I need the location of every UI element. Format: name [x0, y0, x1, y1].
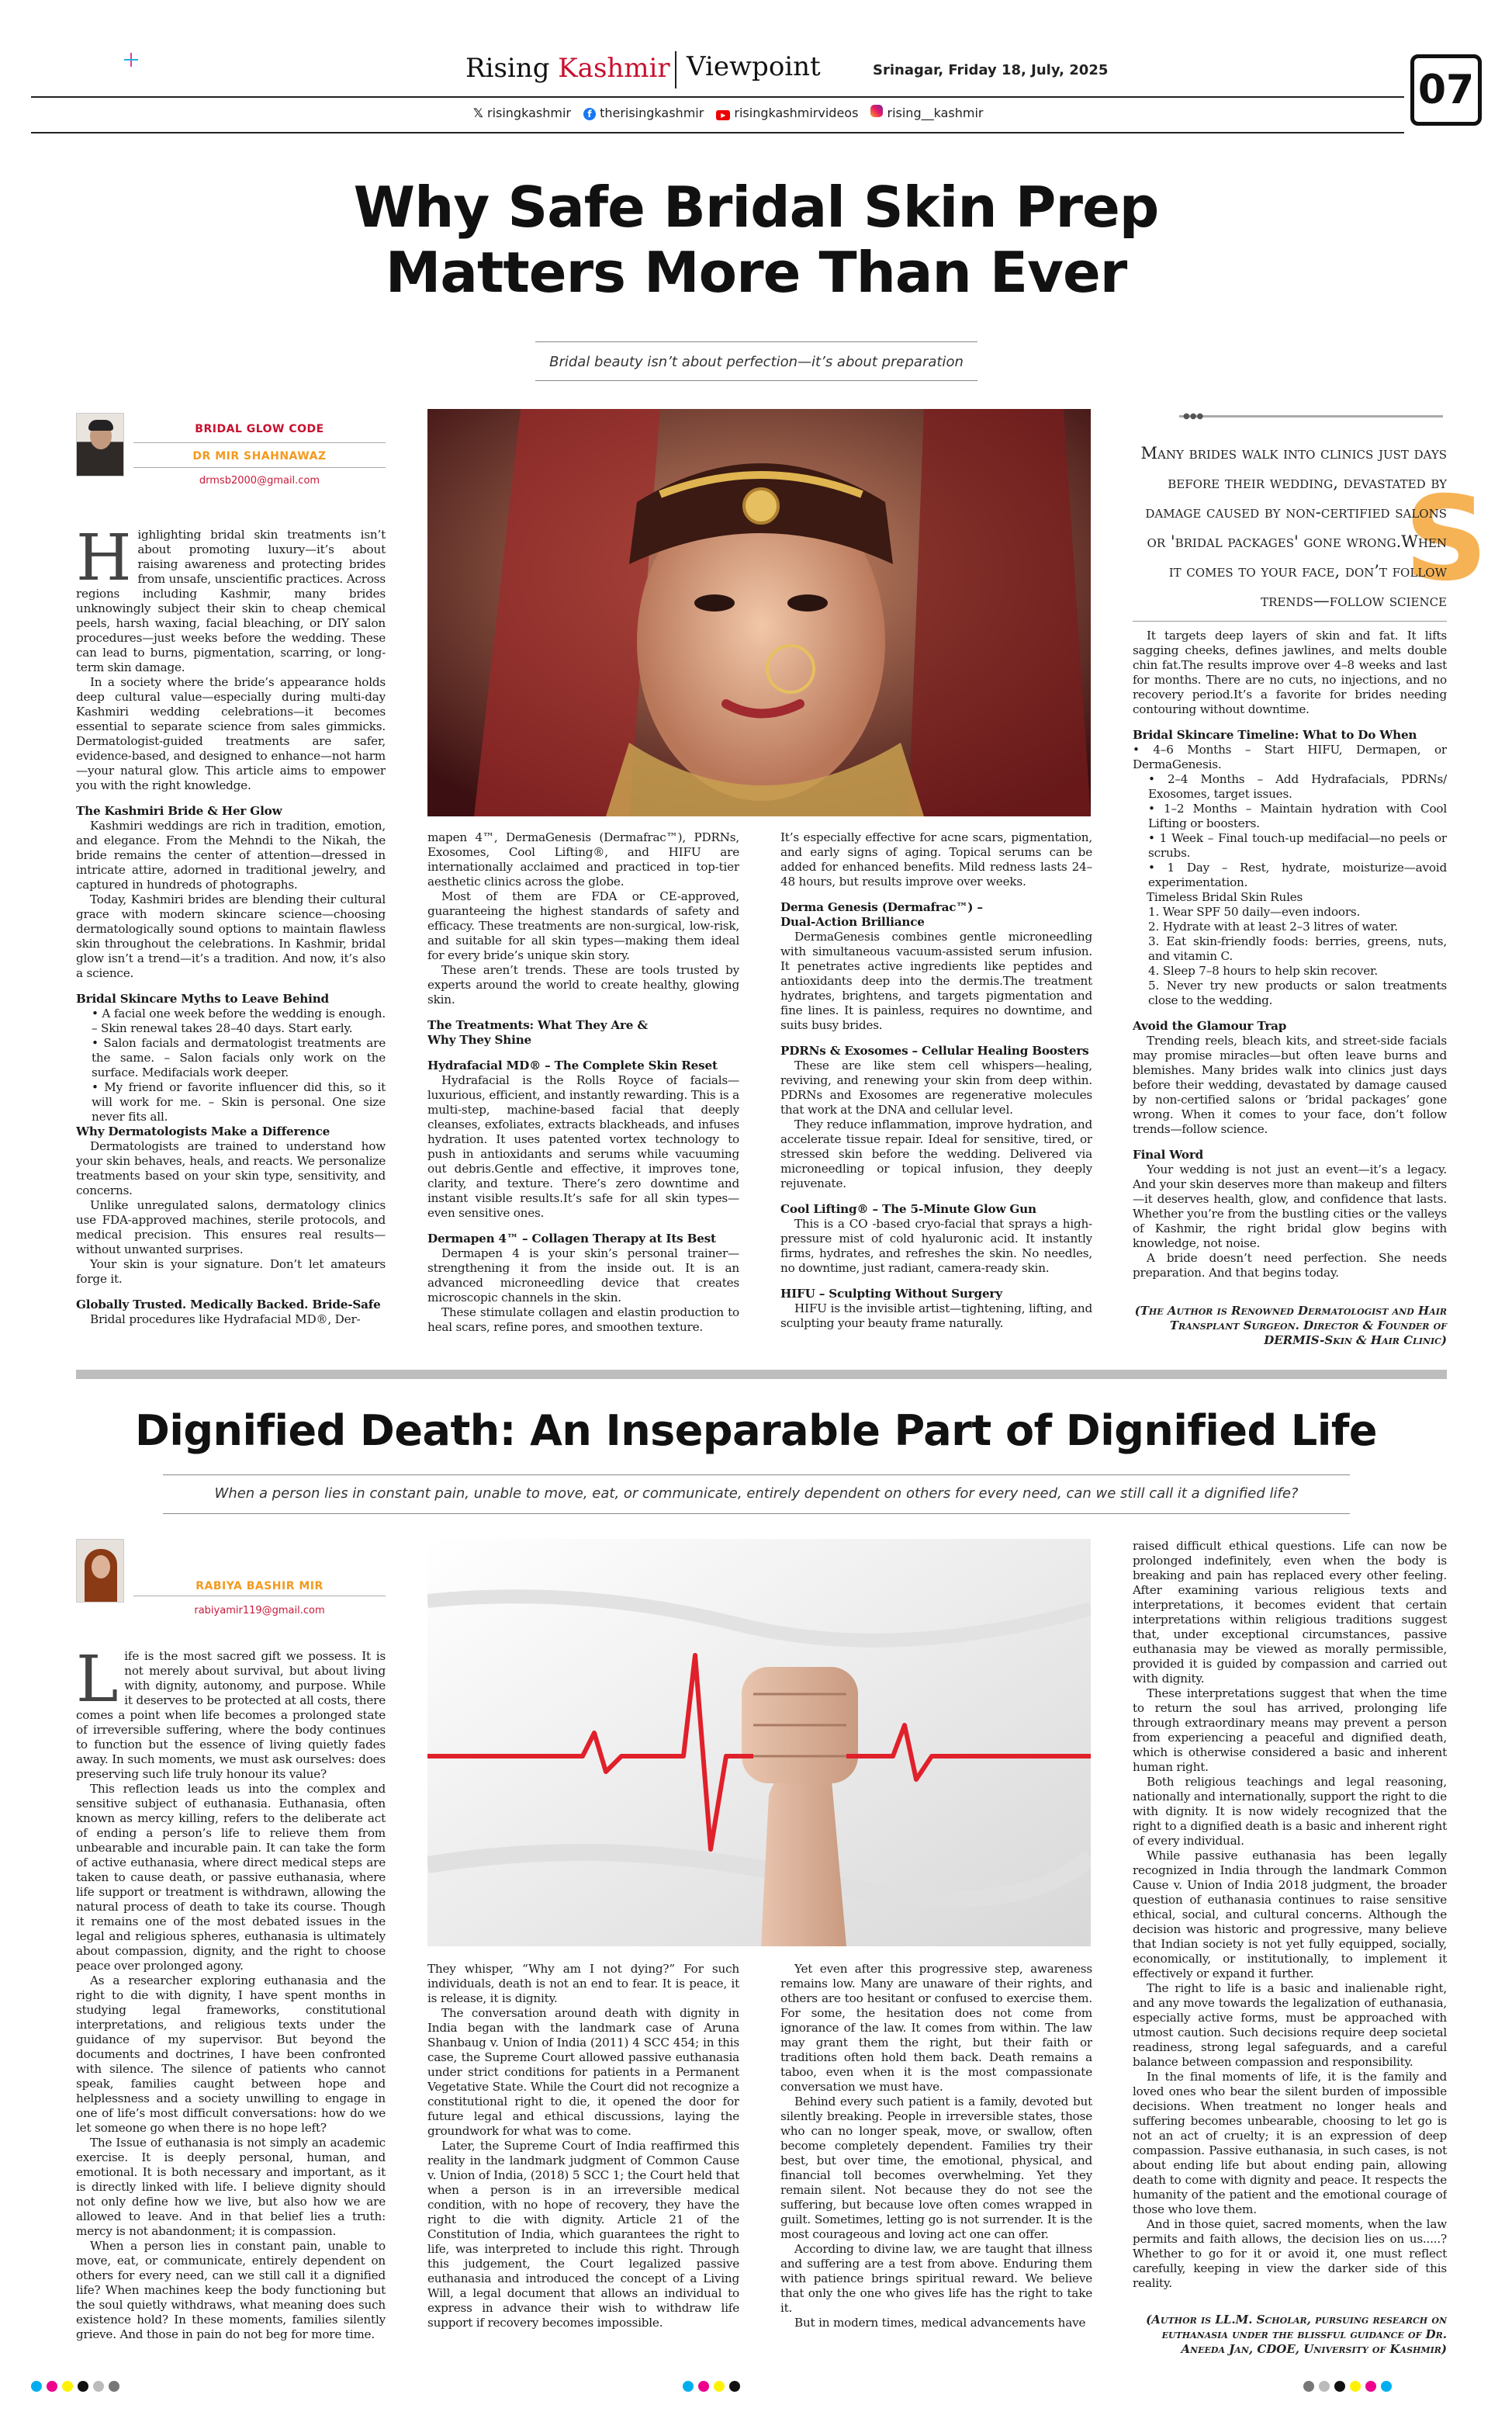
subheading: The Treatments: What They Are &	[427, 1018, 648, 1032]
author-credit: (The Author is Renowned Dermatologist and Hair Transplant Surgeon. Director & Founder of DERMIS-Skin & Hair Clinic)	[1134, 1304, 1447, 1347]
subheading: Final Word	[1133, 1148, 1204, 1162]
subheading: Dermapen 4™ – Collagen Therapy at Its Best	[427, 1232, 716, 1246]
brand-rising: Rising	[465, 53, 550, 84]
article1-column-3: It’s especially effective for acne scars, pigmentation, and early signs of aging. Topical serums can be added for enhanced benefits. Mild redness lasts 24–48 hours, but results improve over weeks. Derma Genesis (Dermafrac™) – Dual-Action Brilliance DermaGenesis combines gentle microneedling with simultaneous vacuum-assisted serum infusion. It penetrates active ingredients like peptides and antioxidants deep into the dermis.The treatment hydrates, brightens, and targets pigmentation and fine lines. It is painless, requires no downtime, and suits busy brides. PDRNs & Exosomes – Cellular Healing Boosters These are like stem cell whispers—healing, reviving, and renewing your skin from deep within. PDRNs and Exosomes are regenerative molecules that work at the DNA and cellular level. They reduce inflammation, improve hydration, and accelerate tissue repair. Ideal for sensitive, tired, or stressed skin before the wedding. Delivered via microneedling or topical infusion, they deeply rejuvenate. Cool Lifting® – The 5-Minute Glow Gun This is a CO -based cryo-facial that sprays a high-pressure mist of cold hyaluronic acid. It instantly firms, hydrates, and refreshes the skin. No needles, no downtime, just radiant, camera-ready skin. HIFU – Sculpting Without Surgery HIFU is the invisible artist—tightening, lifting, and sculpting your beauty frame naturally.	[780, 830, 1092, 1330]
subheading: PDRNs & Exosomes – Cellular Healing Boosters	[780, 1044, 1089, 1058]
x-icon: 𝕏	[473, 105, 483, 120]
subheading: Bridal Skincare Myths to Leave Behind	[76, 992, 329, 1006]
article1-column-4: It targets deep layers of skin and fat. It lifts sagging cheeks, defines jawlines, and melts double chin fat.The results improve over 4–8 weeks and last for months. There are no cuts, no injections, and no recovery period.It’s a favorite for brides needing contouring without downtime. Bridal Skincare Timeline: What to Do When • 4–6 Months – Start HIFU, Dermapen, or DermaGenesis. • 2–4 Months – Add Hydrafacials, PDRNs/ Exosomes, target issues. • 1–2 Months – Maintain hydration with Cool Lifting or boosters. • 1 Week – Final touch-up medifacial—no peels or scrubs. • 1 Day – Rest, hydrate, moisturize—avoid experimentation. Timeless Bridal Skin Rules 1. Wear SPF 50 daily—even indoors. 2. Hydrate with at least 2–3 litres of water. 3. Eat skin-friendly foods: berries, greens, nuts, and vitamin C. 4. Sleep 7–8 hours to help skin recover. 5. Never try new products or salon treatments close to the wedding. Avoid the Glamour Trap Trending reels, bleach kits, and street-side facials may promise miracles—but often leave burns and blemishes. Many brides walk into clinics just days before their wedding, devastated by damage caused by non-certified salons or ‘bridal packages’ gone wrong. When it comes to your face, don’t follow trends—follow science. Final Word Your wedding is not just an event—it’s a legacy. And your skin deserves more than makeup and filters—it deserves health, glow, and confidence that lasts. Whether you’re from the bustling cities or the valleys of Kashmir, the right bridal glow begins with knowledge, not noise. A bride doesn’t need perfection. She needs preparation. And that begins today.	[1133, 629, 1447, 1280]
subheading: Dual-Action Brilliance	[780, 915, 925, 929]
subheading: The Kashmiri Bride & Her Glow	[76, 804, 282, 818]
social-x[interactable]: 𝕏 risingkashmir	[473, 105, 571, 120]
pullquote-rule-top	[1179, 415, 1443, 418]
author-name: DR MIR SHAHNAWAZ	[192, 450, 327, 463]
instagram-icon	[870, 105, 883, 117]
social-bar	[473, 105, 983, 120]
bride-illustration	[427, 409, 1091, 816]
page-number-box	[1410, 54, 1482, 126]
subheading: Why Dermatologists Make a Difference	[76, 1124, 330, 1138]
facebook-icon: f	[583, 108, 596, 120]
subheading: Hydrafacial MD® – The Complete Skin Reset	[427, 1059, 718, 1072]
article2-column-1: Life is the most sacred gift we possess. It is not merely about survival, but about living with dignity, autonomy, and purpose. While it deserves to be protected at all costs, there comes a point when life becomes a prolonged state of irreversible suffering, where the body continues to function but the essence of living quietly fades away. In such moments, we must ask ourselves: does preserving such life truly honour its value? This reflection leads us into the complex and sensitive subject of euthanasia. Euthanasia, often known as mercy killing, refers to the deliberate act of ending a person’s life to relieve them from unbearable and incurable pain. It can take the form of active euthanasia, where direct medical steps are taken to cause death, or passive euthanasia, where life support or treatment is withdrawn, allowing the natural process of death to take its course. Though it remains one of the most debated issues in the legal and religious spheres, euthanasia is ultimately about compassion, dignity, and the right to choose peace over prolonged agony. As a researcher exploring euthanasia and the right to die with dignity, I have spent months in studying legal frameworks, constitutional interpretations, and religious texts under the guidance of my supervisor. But beyond the documents and doctrines, I have been confronted with silence. The silence of patients who cannot speak, families caught between hope and helplessness and a society unwilling to engage in one of life’s most difficult conversations: how do we let someone go when there is no hope left? The Issue of euthanasia is not simply an academic exercise. It is deeply personal, human, and emotional. It is both necessary and important, as it is directly linked with life. I believe dignity should not only define how we live, but also how we are allowed to leave. And in that belief lies a truth: mercy is not abandonment; it is compassion. When a person lies in constant pain, unable to move, eat, or communicate, entirely dependent on others for every need, can we still call it a dignified life? When machines keep the body functioning but the soul quietly withdraws, what meaning does such existence hold? In these moments, families silently grieve. And those in pain do not beg for more time.	[76, 1649, 386, 2341]
author-email[interactable]: rabiyamir119@gmail.com	[194, 1605, 325, 1616]
pullquote: Many brides walk into clinics just days before their wedding, devastated by damage caused by non-certified salons or 'bridal packages' gone wrong.When it comes to your face, don’t follow trends—follow science	[1140, 444, 1447, 610]
drop-cap: H	[76, 528, 132, 595]
print-color-bar-left	[31, 2379, 225, 2394]
social-instagram[interactable]: rising__kashmir	[870, 105, 983, 120]
heartbeat-fist-photo	[427, 1539, 1091, 1946]
subheading: Avoid the Glamour Trap	[1133, 1019, 1287, 1033]
article2-headline: Dignified Death: An Inseparable Part of Dignified Life	[135, 1406, 1377, 1455]
article1-tagline-rule-bottom	[535, 380, 977, 381]
article1-headline-line1: Why Safe Bridal Skin Prep	[353, 175, 1159, 240]
masthead	[31, 47, 1482, 136]
article2-tagline-rule-top	[163, 1474, 1350, 1475]
heartbeat-illustration	[427, 1539, 1091, 1946]
article1-headline-line2: Matters More Than Ever	[385, 240, 1127, 305]
header-rule	[31, 96, 1404, 98]
author-avatar	[76, 413, 124, 476]
print-color-bar-center	[683, 2379, 838, 2394]
article1-column-2: mapen 4™, DermaGenesis (Dermafrac™), PDRNs, Exosomes, Cool Lifting®, and HIFU are internationally acclaimed and practiced in top-tier aesthetic clinics across the globe. Most of them are FDA or CE-approved, guaranteeing the highest standards of safety and efficacy. These treatments are non-surgical, low-risk, and suitable for all skin types—making them ideal for every bride’s unique skin story. These aren’t trends. These are tools trusted by experts around the world to create healthy, glowing skin. The Treatments: What They Are & Why They Shine Hydrafacial MD® – The Complete Skin Reset Hydrafacial is the Rolls Royce of facials—luxurious, efficient, and instantly rewarding. This is a multi-step, machine-based facial that deeply cleanses, exfoliates, extracts blackheads, and infuses hydration. It uses patented vortex technology to push in antioxidants and serums while vacuuming out debris.Gentle and effective, it improves tone, clarity, and texture. There’s zero downtime and instant visible results.It’s safe for all skin types—even sensitive ones. Dermapen 4™ – Collagen Therapy at Its Best Dermapen 4 is your skin’s personal trainer—strengthening it from the inside out. It is an advanced microneedling device that creates microscopic channels in the skin. These stimulate collagen and elastin production to heal scars, refine pores, and smoothen texture.	[427, 830, 739, 1334]
article2-column-4: raised difficult ethical questions. Life can now be prolonged indefinitely, even when the body is breaking and pain has replaced every other feeling. After examining various religious texts and interpretations, it becomes evident that certain interpretations within religious traditions suggest that, under exceptional circumstances, passive euthanasia may be viewed as morally permissible, provided it is guided by compassion and carried out with dignity. These interpretations suggest that when the time to return the soul has arrived, prolonging life through extraordinary means may prevent a person from experiencing a peaceful and dignified death, which is otherwise considered a basic and inherent human right. Both religious teachings and legal reasoning, nationally and internationally, support the right to die with dignity. It is now widely recognized that the right to a dignified death is a basic and inherent right of every individual. While passive euthanasia has been legally recognized in India through the landmark Common Cause v. Union of India 2018 judgment, the broader question of euthanasia continues to raise sensitive ethical, social, and cultural concerns. Although the decision was historic and progressive, many believe that Indian society is not yet fully equipped, socially, economically, or institutionally, to implement it effectively or expand it further. The right to life is a basic and inalienable right, and any move towards the legalization of euthanasia, especially active forms, must be approached with utmost caution. Such decisions require deep societal readiness, strong legal safeguards, and a careful balance between compassion and responsibility. In the final moments of life, it is the family and loved ones who bear the silent burden of impossible decisions. When treatment no longer heals and suffering becomes unbearable, choosing to let go is not an act of cruelty; it is an expression of deep compassion. Passive euthanasia, in such cases, is not about ending life but about ending pain, allowing death to come with dignity and peace. It respects the humanity of the patient and the emotional courage of those who love them. And in those quiet, sacred moments, when the law permits and faith allows, the decision lies on us.....? Whether to go for it or avoid it, one must reflect carefully, keeping in view the darker side of this reality.	[1133, 1539, 1447, 2290]
subheading: Globally Trusted. Medically Backed. Bride-Safe	[76, 1298, 381, 1312]
masthead-bottom-rule	[31, 132, 1404, 133]
article2-column-3: Yet even after this progressive step, awareness remains low. Many are unaware of their rights, and others are too hesitant or confused to exercise them. For some, the hesitation does not come from ignorance of the law. It comes from within. The law may grant them the right, but their faith or traditions often hold them back. Death remains a taboo, even when it is the most compassionate conversation we must have. Behind every such patient is a family, devoted but silently breaking. People in irreversible states, those who can no longer speak, move, or swallow, often become completely dependent. Families try their best, but over time, the emotional, physical, and financial toll becomes overwhelming. Yet they remain silent. Not because they do not see the suffering, but because love often comes wrapped in guilt. Sometimes, letting go is not surrender. It is the most courageous and loving act one can offer. According to divine law, we are taught that illness and suffering are a test from above. Enduring them with patience brings spiritual reward. We believe that only the one who gives life has the right to take it. But in modern times, medical advancements have	[780, 1962, 1092, 2330]
social-facebook[interactable]: f therisingkashmir	[583, 106, 704, 120]
subheading: Cool Lifting® – The 5-Minute Glow Gun	[780, 1202, 1036, 1216]
article2-tagline: When a person lies in constant pain, unable to move, eat, or communicate, entirely dependent on others for every need, can we still call it a dignified life?	[214, 1485, 1299, 1502]
pullquote-rule-bottom	[1133, 621, 1447, 622]
author-rule	[133, 442, 386, 443]
subheading: HIFU – Sculpting Without Surgery	[780, 1287, 1002, 1301]
author-avatar	[76, 1539, 124, 1603]
article2-column-2: They whisper, “Why am I not dying?” For such individuals, death is not an end to fear. It is peace, it is release, it is dignity. The conversation around death with dignity in India began with the landmark case of Aruna Shanbaug v. Union of India (2011) 4 SCC 454; in this case, the Supreme Court allowed passive euthanasia under strict conditions for patients in a Permanent Vegetative State. While the Court did not recognize a constitutional right to die, it opened the door for future legal and ethical discussions, laying the groundwork for what was to come. Later, the Supreme Court of India reaffirmed this reality in the landmark judgment of Common Cause v. Union of India, (2018) 5 SCC 1; the Court held that when a person is in an irreversible medical condition, with no hope of recovery, they have the right to die with dignity. Article 21 of the Constitution of India, which guarantees the right to life, was interpreted to include this right. Through this judgement, the Court legalized passive euthanasia and introduced the concept of a Living Will, a legal document that allows an individual to express in advance their wish to withdraw life support if recovery becomes impossible.	[427, 1962, 739, 2330]
article2-tagline-rule-bottom	[163, 1513, 1350, 1514]
print-color-bar-right	[1303, 2379, 1482, 2394]
author-credit: (Author is LL.M. Scholar, pursuing research on euthanasia under the blissful guidance of Dr. Aneeda Jan, CDOE, University of Kashmir)	[1146, 2313, 1447, 2356]
social-youtube[interactable]: ▶ risingkashmirvideos	[716, 106, 858, 120]
header-divider	[675, 51, 676, 88]
author-email[interactable]: drmsb2000@gmail.com	[199, 475, 320, 487]
bride-photo	[427, 409, 1091, 816]
author-rule-2	[133, 467, 386, 468]
subheading: Derma Genesis (Dermafrac™) –	[780, 900, 983, 914]
article-divider	[76, 1370, 1447, 1379]
brand-kashmir: Kashmir	[558, 53, 670, 84]
pullquote-mark: S	[1404, 472, 1489, 607]
youtube-icon: ▶	[716, 110, 730, 120]
subheading: Bridal Skincare Timeline: What to Do When	[1133, 728, 1417, 742]
pullquote-dots: ●●●	[1183, 412, 1204, 421]
section-name: Viewpoint	[687, 51, 821, 82]
brand-logo	[465, 53, 670, 84]
article1-column-1: Highlighting bridal skin treatments isn’t about promoting luxury—it’s about raising awareness and protecting brides from unsafe, unscientific practices. Across regions including Kashmir, many brides unknowingly subject their skin to cheap chemical peels, harsh waxing, facial bleaching, or DIY salon procedures—just weeks before the wedding. These can lead to burns, pigmentation, scarring, or long-term skin damage. In a society where the bride’s appearance holds deep cultural value—especially during multi-day Kashmiri wedding celebrations—it becomes essential to separate science from sales gimmicks. Dermatologist-guided treatments are safer, evidence-based, and designed to enhance—not harm—your natural glow. This article aims to empower you with the right knowledge. The Kashmiri Bride & Her Glow Kashmiri weddings are rich in tradition, emotion, and elegance. From the Mehndi to the Nikah, the bride remains the center of attention—dressed in intricate attire, adorned in traditional jewelry, and captured in hundreds of photographs. Today, Kashmiri brides are blending their cultural grace with modern skincare science—choosing dermatologically sound options to maintain flawless skin throughout the celebrations. In Kashmir, bridal glow isn’t a trend—it’s a tradition. And now, it’s also a science. Bridal Skincare Myths to Leave Behind • A facial one week before the wedding is enough. – Skin renewal takes 28–40 days. Start early. • Salon facials and dermatologist treatments are the same. – Salon facials only work on the surface. Medifacials work deeper. • My friend or favorite influencer did this, so it will work for me. – Skin is personal. One size never fits all. Why Dermatologists Make a Difference Dermatologists are trained to understand how your skin behaves, heals, and reacts. We personalize treatments based on your skin type, sensitivity, and concerns. Unlike unregulated salons, dermatology clinics use FDA-approved machines, sterile protocols, and medical precision. This ensures real results—without unwanted surprises. Your skin is your signature. Don’t let amateurs forge it. Globally Trusted. Medically Backed. Bride-Safe Bridal procedures like Hydrafacial MD®, Der-	[76, 528, 386, 1326]
dateline: Srinagar, Friday 18, July, 2025	[873, 62, 1109, 78]
page-number: 07	[1417, 67, 1475, 113]
subheading: Why They Shine	[427, 1033, 532, 1047]
article1-tagline-rule-top	[535, 341, 977, 342]
author-name: RABIYA BASHIR MIR	[195, 1580, 324, 1592]
article1-tagline: Bridal beauty isn’t about perfection—it’s about preparation	[549, 354, 964, 370]
column-name: BRIDAL GLOW CODE	[195, 423, 324, 435]
drop-cap: L	[76, 1649, 119, 1717]
article1-headline	[0, 175, 1512, 305]
